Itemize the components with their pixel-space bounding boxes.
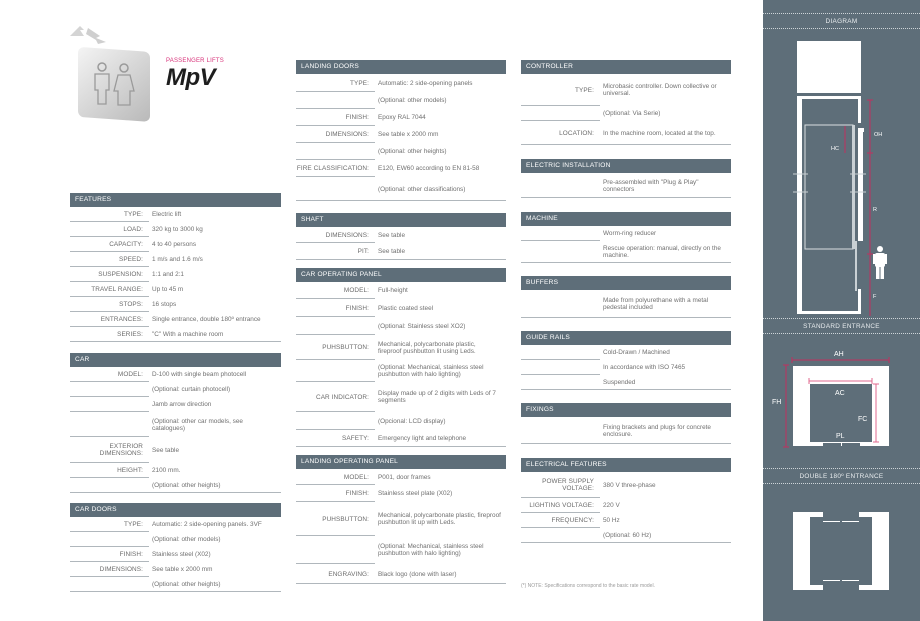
spec-row: (Optional: other car models, see catalogues) <box>70 412 281 437</box>
spec-row: FINISH: Epoxy RAL 7044 <box>296 109 506 126</box>
diagram-title: DIAGRAM <box>763 13 920 29</box>
section-title: FEATURES <box>70 193 281 207</box>
spec-row: Cold-Drawn / Machined <box>521 345 731 360</box>
footnote: (*) NOTE: Specifications correspond to the basic rate model. <box>521 583 655 589</box>
column-1 <box>70 193 281 592</box>
spec-row: CAR INDICATOR: Display made up of 2 digits with Leds of 7 segments <box>296 382 506 412</box>
hc-label: HC <box>831 146 839 152</box>
spec-row: Worm-ring reducer <box>521 226 731 241</box>
spec-row: LOAD: 320 kg to 3000 kg <box>70 222 281 237</box>
section-title: LANDING OPERATING PANEL <box>296 455 506 469</box>
section-title: CONTROLLER <box>521 60 731 74</box>
f-label: F <box>873 294 877 300</box>
spec-row: PIT: See table <box>296 243 506 260</box>
landing-operating-panel-section <box>296 455 506 584</box>
spec-row: DIMENSIONS: See table x 2000 mm <box>70 562 281 577</box>
spec-row: SERIES: "C" With a machine room <box>70 327 281 342</box>
fc-label: FC <box>858 416 868 423</box>
spec-row: PUHSBUTTON: Mechanical, polycarbonate plastic, fireproof pushbutton lit up with Leds. <box>296 502 506 536</box>
buffers-section <box>521 276 731 318</box>
spec-row: FIRE CLASSIFICATION: E120, EW60 according to EN 81-58 <box>296 160 506 177</box>
spec-row: EXTERIOR DIMENSIONS: See table <box>70 437 281 463</box>
spec-row: MODEL: D-100 with single beam photocell <box>70 367 281 382</box>
features-section <box>70 193 281 342</box>
r-label: R <box>873 207 877 213</box>
spec-row: HEIGHT: 2100 mm. <box>70 463 281 478</box>
spec-row: FINISH: Stainless steel plate (X02) <box>296 485 506 502</box>
spec-row: TRAVEL RANGE: Up to 45 m <box>70 282 281 297</box>
section-title: CAR OPERATING PANEL <box>296 268 506 282</box>
car-doors-section <box>70 503 281 592</box>
guide-rails-section <box>521 331 731 390</box>
spec-row: (Optional: other classifications) <box>296 177 506 201</box>
section-title: CAR DOORS <box>70 503 281 517</box>
spec-row: TYPE: Microbasic controller. Down collective or universal. <box>521 74 731 106</box>
section-title: FIXINGS <box>521 403 731 417</box>
car-section <box>70 353 281 493</box>
section-title: LANDING DOORS <box>296 60 506 74</box>
machine-section <box>521 212 731 263</box>
spec-row: DIMENSIONS: See table <box>296 227 506 243</box>
controller-section <box>521 60 731 145</box>
passenger-lift-sign-icon <box>66 22 166 132</box>
spec-row: Made from polyurethane with a metal pedestal included <box>521 290 731 318</box>
section-title: MACHINE <box>521 212 731 226</box>
spec-row: SPEED: 1 m/s and 1.6 m/s <box>70 252 281 267</box>
spec-row: DIMENSIONS: See table x 2000 mm <box>296 126 506 143</box>
spec-row: SAFETY: Emergency light and telephone <box>296 430 506 447</box>
spec-row: (Optional: curtain photocell) <box>70 382 281 397</box>
person-icon <box>873 246 887 279</box>
fixings-section <box>521 403 731 444</box>
spec-row: SUSPENSION: 1:1 and 2:1 <box>70 267 281 282</box>
spec-row: LOCATION: In the machine room, located at the top. <box>521 121 731 145</box>
spec-row: ENTRANCES: Single entrance, double 180º entrance <box>70 312 281 327</box>
electrical-features-section <box>521 458 731 543</box>
spec-row: STOPS: 16 stops <box>70 297 281 312</box>
spec-row: TYPE: Automatic: 2 side-opening panels <box>296 74 506 92</box>
shaft-elevation-diagram <box>763 36 920 316</box>
spec-row: CAPACITY: 4 to 40 persons <box>70 237 281 252</box>
spec-row: (Optional: Mechanical, stainless steel pushbutton with halo lighting) <box>296 360 506 382</box>
spec-row: ENGRAVING: Black logo (done with laser) <box>296 564 506 584</box>
ac-label: AC <box>835 390 845 397</box>
column-2 <box>296 60 506 584</box>
spec-row: MODEL: P001, door frames <box>296 469 506 485</box>
spec-row: (Optional: other heights) <box>70 478 281 493</box>
spec-row: Suspended <box>521 375 731 390</box>
section-title: SHAFT <box>296 213 506 227</box>
section-title: CAR <box>70 353 281 367</box>
spec-row: Jamb arrow direction <box>70 397 281 412</box>
shaft-section <box>296 213 506 260</box>
oh-label: OH <box>874 132 883 138</box>
landing-doors-section <box>296 60 506 201</box>
spec-row: (Opcional: LCD display) <box>296 412 506 430</box>
spec-row: FINISH: Plastic coated steel <box>296 299 506 317</box>
car-operating-panel-section <box>296 268 506 447</box>
spec-row: LIGHTING VOLTAGE: 220 V <box>521 498 731 513</box>
spec-row: FREQUENCY: 50 Hz <box>521 513 731 528</box>
spec-row: Fixing brackets and plugs for concrete enclosure. <box>521 417 731 444</box>
pl-label: PL <box>836 433 845 440</box>
spec-row: FINISH: Stainless steel (X02) <box>70 547 281 562</box>
spec-row: (Optional: other models) <box>70 532 281 547</box>
double-entrance-plan <box>763 490 920 600</box>
standard-entrance-title: STANDARD ENTRANCE <box>763 318 920 334</box>
spec-row: TYPE: Automatic: 2 side-opening panels. 3VF <box>70 517 281 532</box>
spec-row: (Optional: Stainless steel XO2) <box>296 317 506 335</box>
spec-row: POWER SUPPLY VOLTAGE: 380 V three-phase <box>521 472 731 498</box>
spec-row: (Optional: other models) <box>296 92 506 109</box>
section-title: ELECTRICAL FEATURES <box>521 458 731 472</box>
column-3 <box>521 60 731 543</box>
spec-row: (Optional: 60 Hz) <box>521 528 731 543</box>
spec-row: (Optional: Mechanical, stainless steel pushbutton with halo lighting) <box>296 536 506 564</box>
double-entrance-title: DOUBLE 180º ENTRANCE <box>763 468 920 484</box>
spec-row: (Optional: other heights) <box>70 577 281 592</box>
spec-row: PUHSBUTTON: Mechanical, polycarbonate plastic, fireproof pushbutton lit using Leds. <box>296 335 506 360</box>
spec-row: Pre-assembled with "Plug & Play" connectors <box>521 173 731 198</box>
spec-row: (Optional: other heights) <box>296 143 506 160</box>
spec-row: MODEL: Full-height <box>296 282 506 299</box>
fh-label: FH <box>772 399 782 406</box>
spec-row: Rescue operation: manual, directly on the machine. <box>521 241 731 263</box>
spec-row: In accordance with ISO 7465 <box>521 360 731 375</box>
spec-row: (Optional: Via Serie) <box>521 106 731 121</box>
ah-label: AH <box>834 351 844 358</box>
brand-name: MpV <box>166 64 216 91</box>
electric-installation-section <box>521 159 731 198</box>
section-title: GUIDE RAILS <box>521 331 731 345</box>
section-title: BUFFERS <box>521 276 731 290</box>
standard-entrance-plan <box>763 340 920 460</box>
section-title: ELECTRIC INSTALLATION <box>521 159 731 173</box>
spec-row: TYPE: Electric lift <box>70 207 281 222</box>
diagram-panel <box>763 0 920 621</box>
brand-subtitle: PASSENGER LIFTS <box>166 58 224 64</box>
